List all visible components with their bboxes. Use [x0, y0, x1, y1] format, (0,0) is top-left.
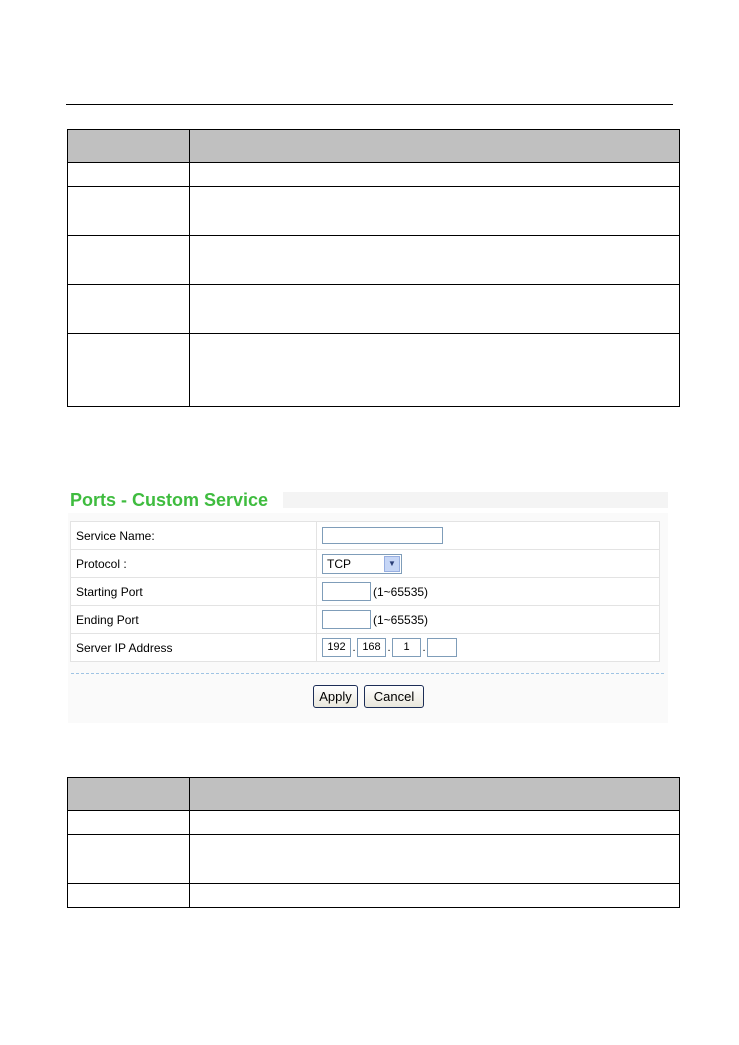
ending-port-input[interactable] [322, 610, 371, 629]
table-row [68, 835, 680, 884]
cancel-button[interactable]: Cancel [364, 685, 424, 708]
table-row [68, 334, 680, 407]
protocol-selected-value: TCP [327, 556, 351, 571]
table-row [68, 236, 680, 285]
page-title: Ports - Custom Service [70, 490, 269, 510]
field-label: Starting Port [71, 578, 317, 606]
ip-octet-4-input[interactable] [427, 638, 457, 657]
ip-octet-2-input[interactable]: 168 [357, 638, 386, 657]
table-header-cell [190, 130, 680, 163]
table-row [68, 811, 680, 835]
table-header-cell [68, 778, 190, 811]
custom-service-panel [68, 487, 668, 723]
form-area [68, 513, 668, 723]
port-range-hint: (1~65535) [373, 612, 429, 627]
ip-octet-1-input[interactable]: 192 [322, 638, 351, 657]
table-header-row [68, 778, 680, 811]
field-label: Service Name: [71, 522, 317, 550]
parameter-table-top [67, 129, 680, 407]
chevron-down-icon[interactable]: ▼ [384, 556, 400, 572]
form-row-server-ip [71, 634, 660, 662]
table-header-cell [190, 778, 680, 811]
form-row-starting-port [71, 578, 660, 606]
form-row-ending-port [71, 606, 660, 634]
field-label: Server IP Address [71, 634, 317, 662]
parameter-table-bottom [67, 777, 680, 908]
ip-separator: . [352, 641, 356, 654]
table-header-cell [68, 130, 190, 163]
port-range-hint: (1~65535) [373, 584, 429, 599]
table-header-row [68, 130, 680, 163]
apply-button[interactable]: Apply [313, 685, 358, 708]
form-row-protocol [71, 550, 660, 578]
table-row [68, 187, 680, 236]
field-label: Ending Port [71, 606, 317, 634]
form-row-service-name [71, 522, 660, 550]
table-row [68, 285, 680, 334]
field-label: Protocol : [71, 550, 317, 578]
custom-service-form [70, 521, 660, 662]
service-name-input[interactable] [322, 527, 443, 544]
header-rule [66, 104, 673, 105]
table-row [68, 884, 680, 908]
dashed-separator [71, 673, 664, 674]
starting-port-input[interactable] [322, 582, 371, 601]
protocol-select[interactable] [322, 554, 402, 574]
ip-separator: . [387, 641, 391, 654]
title-strip [283, 492, 668, 508]
ip-separator: . [422, 641, 426, 654]
ip-octet-3-input[interactable]: 1 [392, 638, 421, 657]
table-row [68, 163, 680, 187]
